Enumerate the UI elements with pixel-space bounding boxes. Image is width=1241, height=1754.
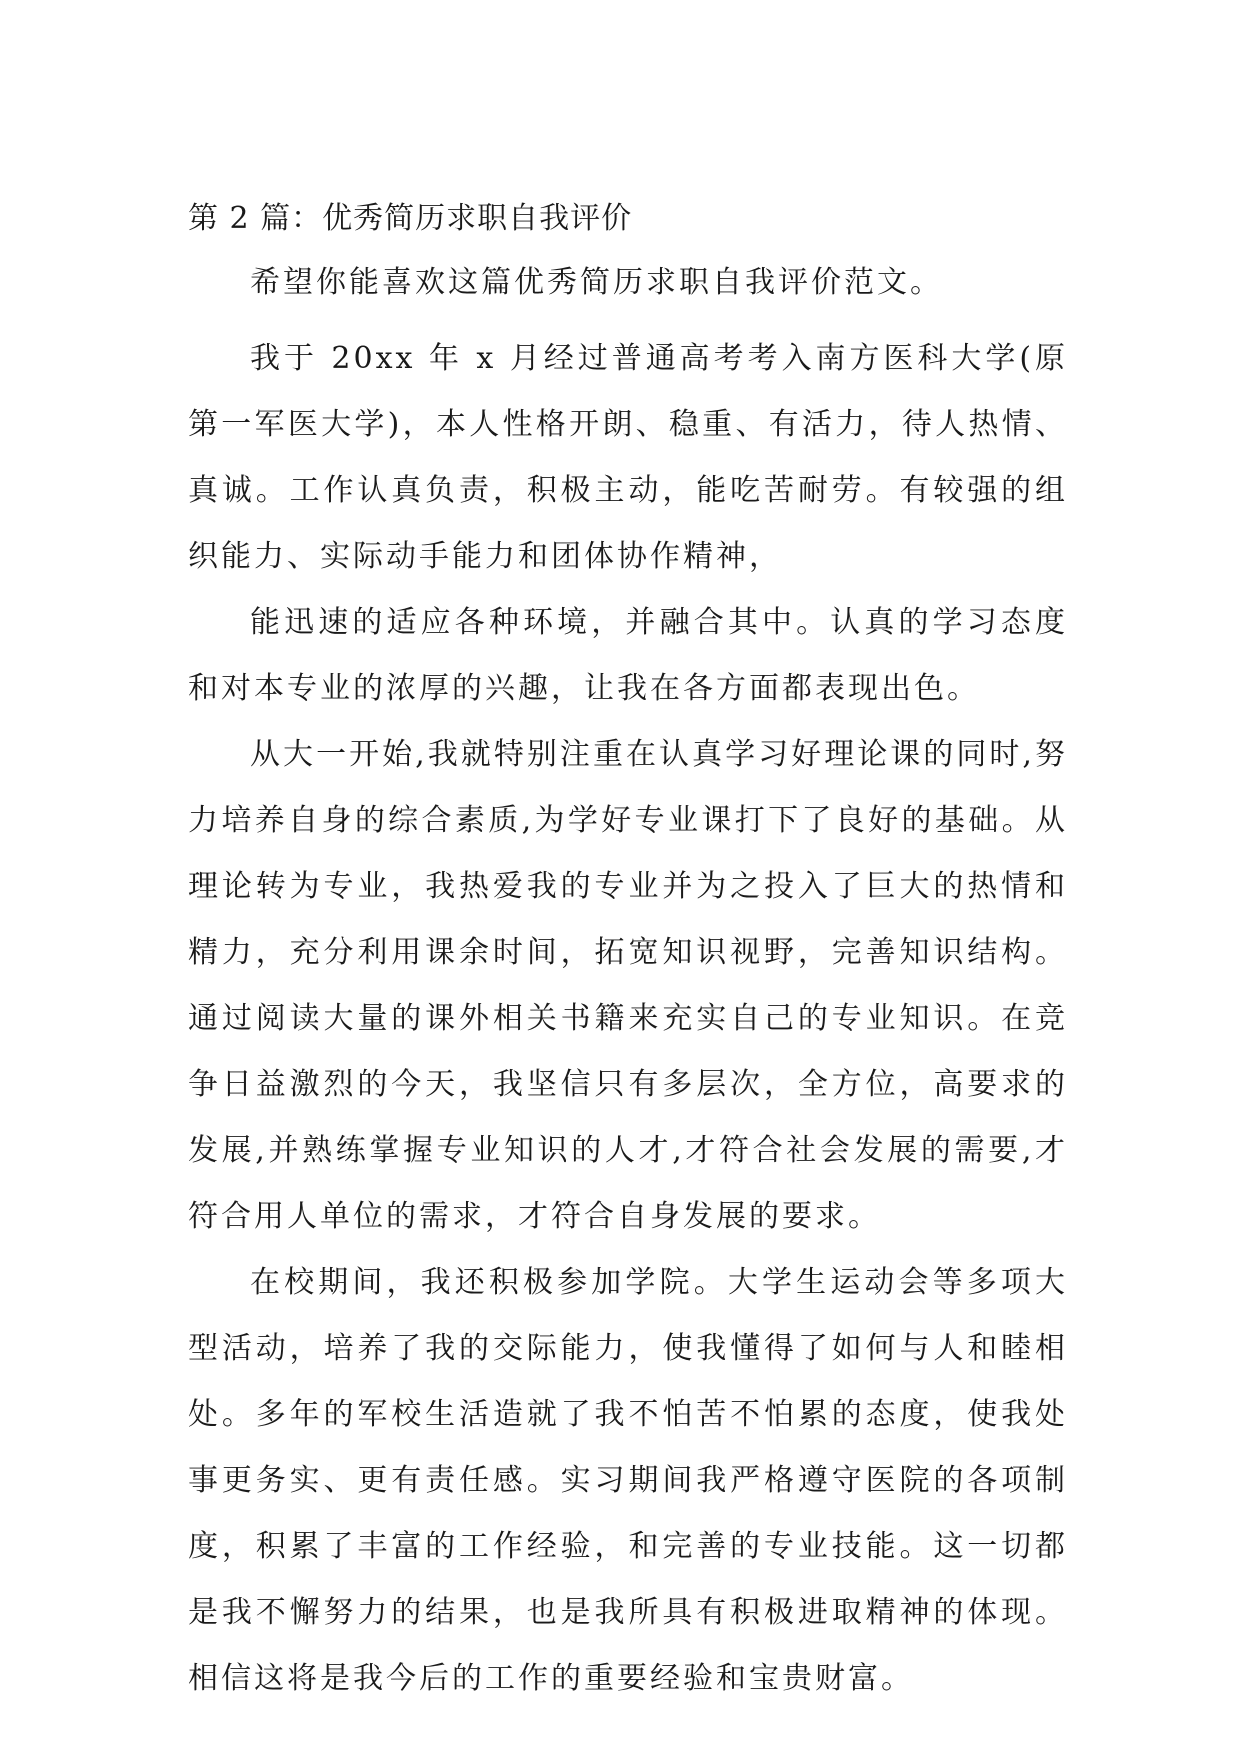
paragraph-adaptability: 能迅速的适应各种环境，并融合其中。认真的学习态度和对本专业的浓厚的兴趣，让我在各方面都表现出色。: [188, 605, 1068, 706]
document-title: 第 2 篇：优秀简历求职自我评价: [188, 201, 633, 236]
paragraph-study: 从大一开始,我就特别注重在认真学习好理论课的同时,努力培养自身的综合素质,为学好专业课打下了良好的基础。从理论转为专业，我热爱我的专业并为之投入了巨大的热情和精力，充分利用课余时间，拓宽知识视野，完善知识结构。通过阅读大量的课外相关书籍来充实自己的专业知识。在竞争日益激烈的今天，我坚信只有多层次，全方位，高要求的发展,并熟练掌握专业知识的人才,才符合社会发展的需要,才符合用人单位的需求，才符合自身发展的要求。: [188, 737, 1068, 1234]
paragraph-activities: 在校期间，我还积极参加学院。大学生运动会等多项大型活动，培养了我的交际能力，使我懂得了如何与人和睦相处。多年的军校生活造就了我不怕苦不怕累的态度，使我处事更务实、更有责任感。实习期间我严格遵守医院的各项制度，积累了丰富的工作经验，和完善的专业技能。这一切都是我不懈努力的结果，也是我所具有积极进取精神的体现。相信这将是我今后的工作的重要经验和宝贵财富。: [188, 1265, 1068, 1696]
document-body: [188, 196, 1068, 1712]
paragraph-background: 我于 20xx 年 x 月经过普通高考考入南方医科大学(原第一军医大学)，本人性格开朗、稳重、有活力，待人热情、真诚。工作认真负责，积极主动，能吃苦耐劳。有较强的组织能力、实际动手能力和团体协作精神，: [188, 341, 1068, 574]
paragraph-intro: 希望你能喜欢这篇优秀简历求职自我评价范文。: [250, 265, 943, 300]
